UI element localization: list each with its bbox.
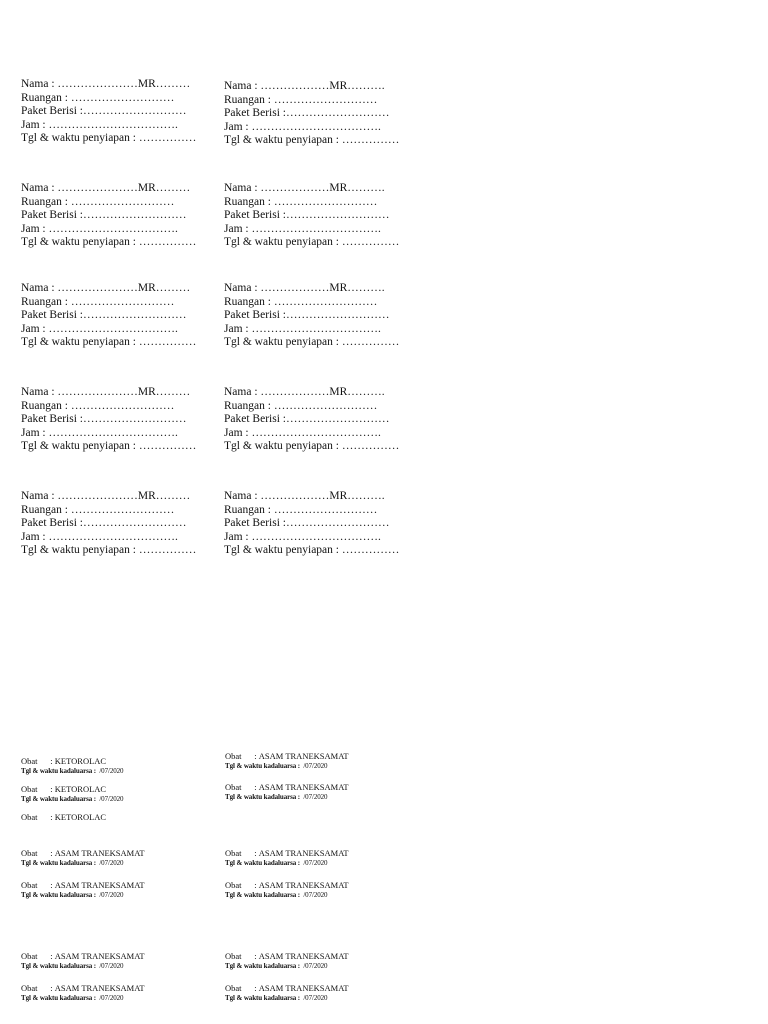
- medication-label: [21, 756, 123, 776]
- drug-name: KETOROLAC: [54, 784, 107, 794]
- nama-line: Nama : ………………MR……….: [224, 80, 385, 92]
- nama-line: Nama : ………………MR……….: [224, 282, 385, 294]
- drug-name: ASAM TRANEKSAMAT: [54, 983, 145, 993]
- drug-name: ASAM TRANEKSAMAT: [258, 951, 349, 961]
- medication-label: [21, 983, 145, 1003]
- obat-line: Obat : KETOROLAC: [21, 812, 107, 822]
- prep-form: [21, 282, 221, 350]
- medication-label: [225, 751, 349, 771]
- drug-name: ASAM TRANEKSAMAT: [54, 880, 145, 890]
- prep-form: [21, 386, 221, 454]
- expiry-line: Tgl & waktu kadaluarsa : /07/2020: [21, 994, 124, 1002]
- ruangan-line: Ruangan : ………………………: [21, 195, 175, 208]
- nama-line: Nama : ………………MR……….: [224, 490, 385, 502]
- jam-line: Jam : …………………………….: [21, 118, 178, 131]
- medication-label: [225, 848, 349, 868]
- nama-line: Nama : …………………MR………: [21, 490, 191, 502]
- paket-line: Paket Berisi :………………………: [224, 309, 390, 322]
- obat-line: Obat : KETOROLAC: [21, 756, 107, 766]
- medication-label: [21, 812, 106, 822]
- obat-line: Obat : ASAM TRANEKSAMAT: [21, 951, 145, 961]
- tgl-line: Tgl & waktu penyiapan : ……………: [224, 134, 400, 147]
- nama-line: Nama : ………………MR……….: [224, 386, 385, 398]
- medication-label: [21, 848, 145, 868]
- paket-line: Paket Berisi :………………………: [21, 517, 187, 530]
- jam-line: Jam : …………………………….: [224, 426, 381, 439]
- medication-label: [225, 880, 349, 900]
- medication-label: [21, 880, 145, 900]
- expiry-line: Tgl & waktu kadaluarsa : /07/2020: [21, 859, 124, 867]
- jam-line: Jam : …………………………….: [21, 322, 178, 335]
- drug-name: ASAM TRANEKSAMAT: [258, 880, 349, 890]
- medication-label: [21, 951, 145, 971]
- jam-line: Jam : …………………………….: [224, 222, 381, 235]
- ruangan-line: Ruangan : ………………………: [21, 295, 175, 308]
- expiry-line: Tgl & waktu kadaluarsa : /07/2020: [225, 891, 328, 899]
- obat-line: Obat : ASAM TRANEKSAMAT: [21, 880, 145, 890]
- nama-line: Nama : …………………MR………: [21, 78, 191, 90]
- expiry-line: Tgl & waktu kadaluarsa : /07/2020: [225, 762, 328, 770]
- obat-line: Obat : ASAM TRANEKSAMAT: [225, 983, 349, 993]
- obat-line: Obat : ASAM TRANEKSAMAT: [21, 848, 145, 858]
- paket-line: Paket Berisi :………………………: [224, 413, 390, 426]
- tgl-line: Tgl & waktu penyiapan : ……………: [224, 440, 400, 453]
- prep-form: [21, 490, 221, 558]
- obat-line: Obat : ASAM TRANEKSAMAT: [225, 782, 349, 792]
- drug-name: KETOROLAC: [54, 812, 107, 822]
- obat-line: Obat : ASAM TRANEKSAMAT: [225, 848, 349, 858]
- obat-line: Obat : ASAM TRANEKSAMAT: [225, 880, 349, 890]
- prep-form: [224, 490, 424, 558]
- drug-name: ASAM TRANEKSAMAT: [258, 751, 349, 761]
- drug-name: ASAM TRANEKSAMAT: [54, 951, 145, 961]
- prep-form: [21, 182, 221, 250]
- medication-label: [225, 782, 349, 802]
- expiry-line: Tgl & waktu kadaluarsa : /07/2020: [225, 962, 328, 970]
- paket-line: Paket Berisi :………………………: [224, 517, 390, 530]
- jam-line: Jam : …………………………….: [21, 426, 178, 439]
- tgl-line: Tgl & waktu penyiapan : ……………: [224, 236, 400, 249]
- obat-line: Obat : ASAM TRANEKSAMAT: [225, 951, 349, 961]
- expiry-line: Tgl & waktu kadaluarsa : /07/2020: [21, 891, 124, 899]
- ruangan-line: Ruangan : ………………………: [224, 195, 378, 208]
- prep-form: [21, 78, 221, 146]
- tgl-line: Tgl & waktu penyiapan : ……………: [21, 236, 197, 249]
- prep-form: [224, 282, 424, 350]
- prep-form: [224, 386, 424, 454]
- jam-line: Jam : …………………………….: [224, 120, 381, 133]
- expiry-line: Tgl & waktu kadaluarsa : /07/2020: [225, 859, 328, 867]
- drug-name: ASAM TRANEKSAMAT: [54, 848, 145, 858]
- paket-line: Paket Berisi :………………………: [21, 413, 187, 426]
- ruangan-line: Ruangan : ………………………: [21, 503, 175, 516]
- medication-label: [225, 983, 349, 1003]
- ruangan-line: Ruangan : ………………………: [21, 399, 175, 412]
- expiry-line: Tgl & waktu kadaluarsa : /07/2020: [21, 767, 124, 775]
- nama-line: Nama : …………………MR………: [21, 386, 191, 398]
- tgl-line: Tgl & waktu penyiapan : ……………: [224, 336, 400, 349]
- tgl-line: Tgl & waktu penyiapan : ……………: [21, 336, 197, 349]
- ruangan-line: Ruangan : ………………………: [224, 399, 378, 412]
- obat-line: Obat : ASAM TRANEKSAMAT: [225, 751, 349, 761]
- ruangan-line: Ruangan : ………………………: [224, 503, 378, 516]
- drug-name: ASAM TRANEKSAMAT: [258, 782, 349, 792]
- tgl-line: Tgl & waktu penyiapan : ……………: [21, 132, 197, 145]
- nama-line: Nama : ………………MR……….: [224, 182, 385, 194]
- jam-line: Jam : …………………………….: [224, 322, 381, 335]
- expiry-line: Tgl & waktu kadaluarsa : /07/2020: [225, 994, 328, 1002]
- obat-line: Obat : ASAM TRANEKSAMAT: [21, 983, 145, 993]
- ruangan-line: Ruangan : ………………………: [224, 93, 378, 106]
- jam-line: Jam : …………………………….: [21, 222, 178, 235]
- medication-label: [225, 951, 349, 971]
- ruangan-line: Ruangan : ………………………: [224, 295, 378, 308]
- expiry-line: Tgl & waktu kadaluarsa : /07/2020: [225, 793, 328, 801]
- expiry-line: Tgl & waktu kadaluarsa : /07/2020: [21, 962, 124, 970]
- tgl-line: Tgl & waktu penyiapan : ……………: [21, 440, 197, 453]
- obat-line: Obat : KETOROLAC: [21, 784, 107, 794]
- tgl-line: Tgl & waktu penyiapan : ……………: [21, 544, 197, 557]
- nama-line: Nama : …………………MR………: [21, 182, 191, 194]
- expiry-line: Tgl & waktu kadaluarsa : /07/2020: [21, 795, 124, 803]
- paket-line: Paket Berisi :………………………: [224, 209, 390, 222]
- nama-line: Nama : …………………MR………: [21, 282, 191, 294]
- jam-line: Jam : …………………………….: [21, 530, 178, 543]
- prep-form: [224, 182, 424, 250]
- drug-name: KETOROLAC: [54, 756, 107, 766]
- tgl-line: Tgl & waktu penyiapan : ……………: [224, 544, 400, 557]
- jam-line: Jam : …………………………….: [224, 530, 381, 543]
- paket-line: Paket Berisi :………………………: [21, 105, 187, 118]
- prep-form: [224, 80, 424, 148]
- ruangan-line: Ruangan : ………………………: [21, 91, 175, 104]
- drug-name: ASAM TRANEKSAMAT: [258, 983, 349, 993]
- paket-line: Paket Berisi :………………………: [224, 107, 390, 120]
- medication-label: [21, 784, 123, 804]
- paket-line: Paket Berisi :………………………: [21, 309, 187, 322]
- paket-line: Paket Berisi :………………………: [21, 209, 187, 222]
- drug-name: ASAM TRANEKSAMAT: [258, 848, 349, 858]
